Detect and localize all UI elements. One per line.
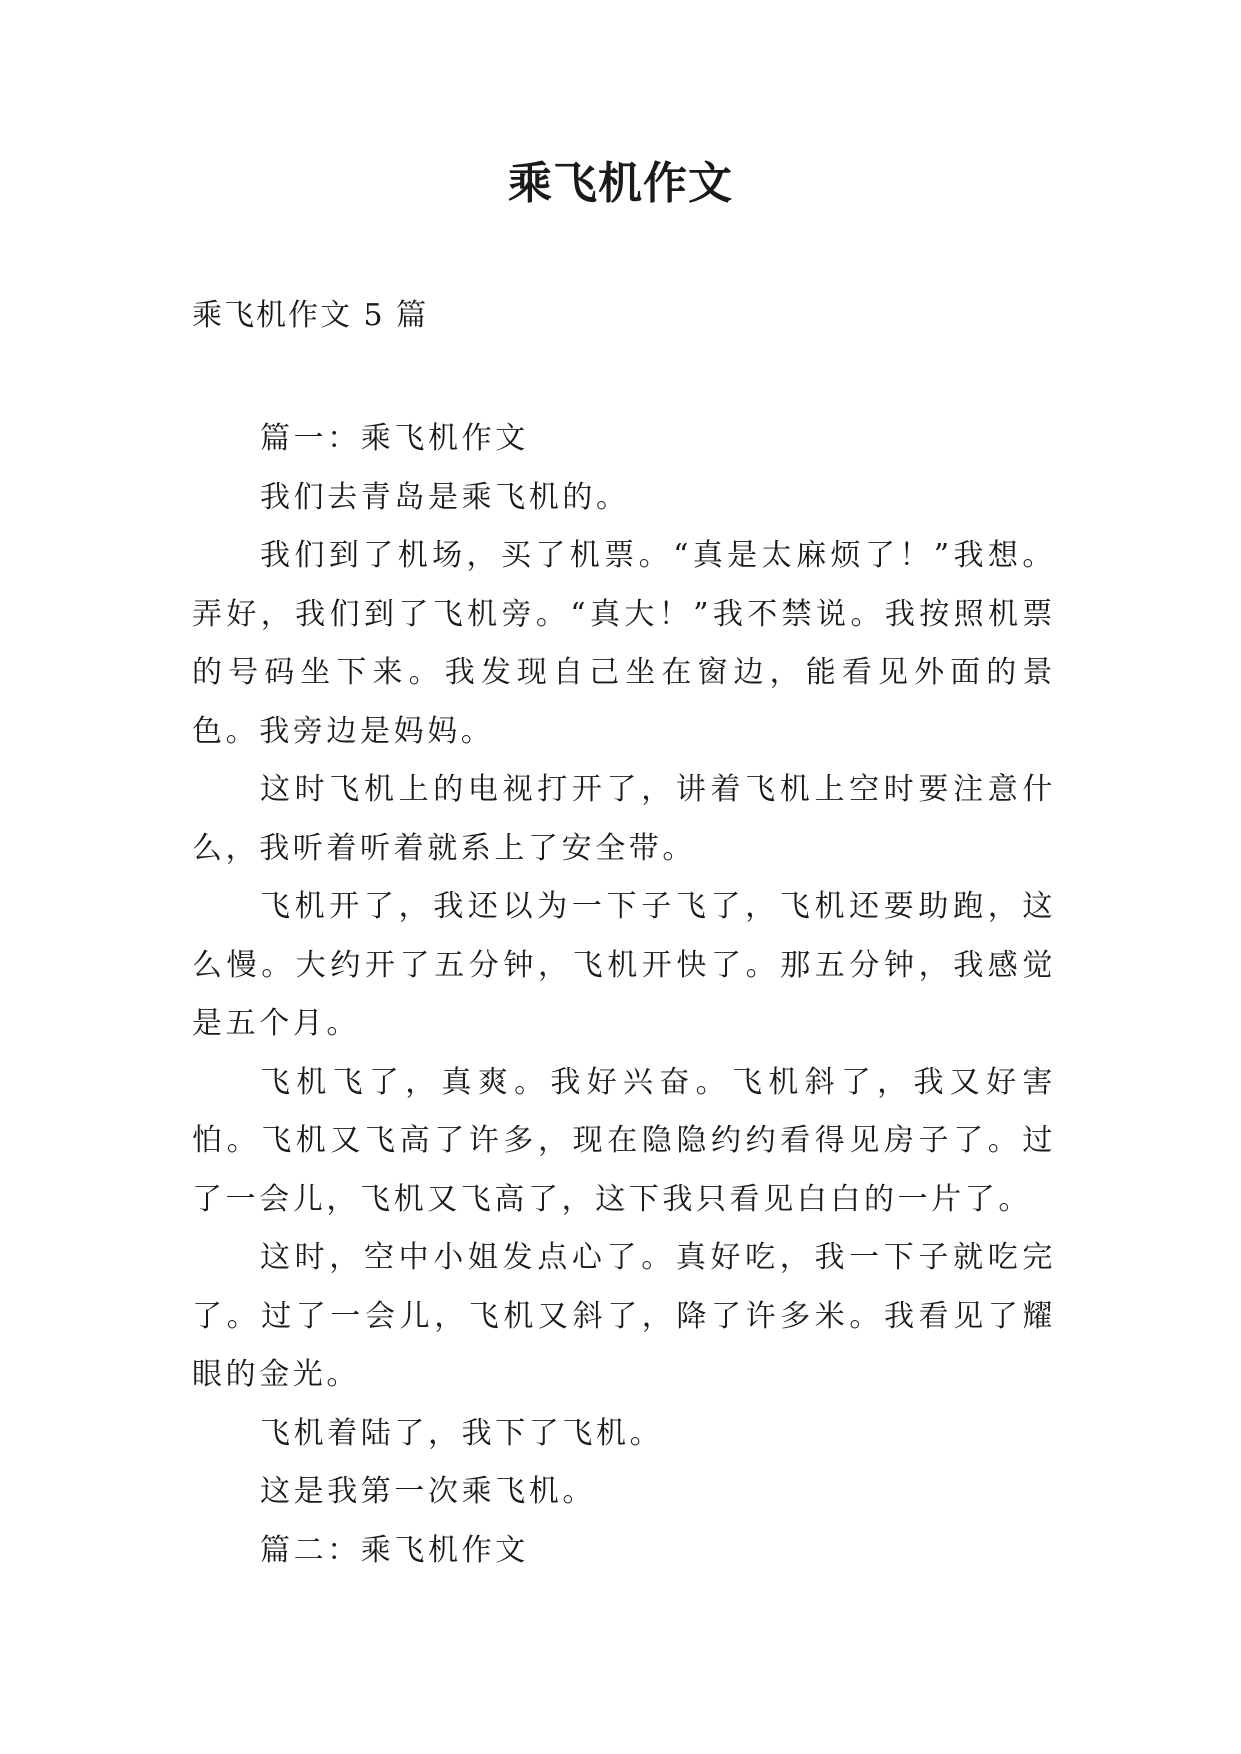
- document-title: 乘飞机作文: [508, 158, 733, 209]
- section-heading: 篇一：乘飞机作文: [260, 421, 529, 456]
- section-heading: 篇二：乘飞机作文: [260, 1532, 529, 1568]
- paragraph: 这时飞机上的电视打开了，讲着飞机上空时要注意什么，我听着听着就系上了安全带。: [192, 772, 1056, 866]
- paragraph: 这是我第一次乘飞机。: [260, 1474, 596, 1509]
- paragraph: 飞机开了，我还以为一下子飞了，飞机还要助跑，这么慢。大约开了五分钟，飞机开快了。那五分钟，我感觉是五个月。: [192, 889, 1056, 1041]
- paragraph: 我们去青岛是乘飞机的。: [260, 479, 630, 515]
- paragraph: 飞机着陆了，我下了飞机。: [260, 1415, 664, 1451]
- paragraph: 飞机飞了，真爽。我好兴奋。飞机斜了，我又好害怕。飞机又飞高了许多，现在隐隐约约看得见房子了。过了一会儿，飞机又飞高了，这下我只看见白白的一片了。: [192, 1064, 1056, 1217]
- document-subtitle: 乘飞机作文 5 篇: [192, 298, 429, 333]
- paragraph: 我们到了机场，买了机票。“真是太麻烦了！”我想。弄好，我们到了飞机旁。“真大！”我不禁说。我按照机票的号码坐下来。我发现自己坐在窗边，能看见外面的景色。我旁边是妈妈。: [192, 538, 1056, 749]
- paragraph: 这时，空中小姐发点心了。真好吃，我一下子就吃完了。过了一会儿，飞机又斜了，降了许多米。我看见了耀眼的金光。: [192, 1240, 1056, 1392]
- document-body: [192, 410, 1056, 1580]
